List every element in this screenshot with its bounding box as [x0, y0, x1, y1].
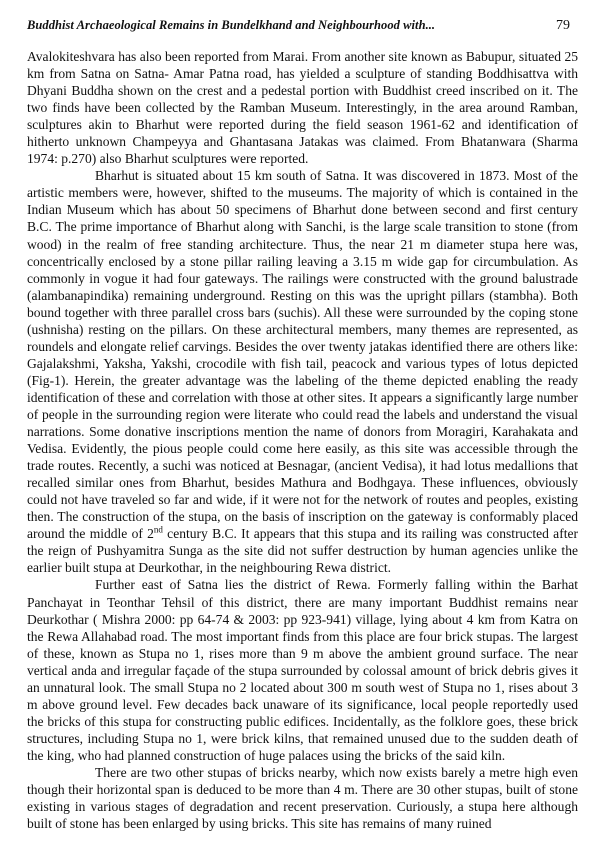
body-text — [27, 48, 578, 832]
paragraph-marai-babupur: Avalokiteshvara has also been reported from Marai. From another site known as Babupur, situated 25 km from Satna on Satna- Amar Patna road, has yielded a sculpture of standing Boddhisattva with Dhyani Buddha shown on the crest and a pedestal portion with Buddhist creed inscribed on it. The two finds have been collected by the Ramban Museum. Interestingly, in the area around Ramban, sculptures akin to Bharhut were reported during the field season 1961-62 and identification of hitherto unknown Champeyya and Ghantasana Jatakas was claimed. From Bhatanwara (Sharma 1974: p.270) also Bharhut sculptures were reported. — [27, 49, 578, 167]
page-header — [27, 18, 578, 36]
running-title: Buddhist Archaeological Remains in Bundelkhand and Neighbourhood with... — [27, 18, 436, 32]
paragraph-bharhut — [27, 167, 578, 576]
ordinal-superscript: nd — [153, 524, 163, 535]
paragraph-other-stupas: There are two other stupas of bricks nearby, which now exists barely a metre high even though their horizontal span is deduced to be more than 4 m. There are 30 other stupas, built of stone existing in various stages of degradation and recent preservation. Curiously, a stupa here although built of stone has been enlarged by using bricks. This site has remains of many ruined — [27, 764, 578, 832]
paragraph-rewa-deurkothar: Further east of Satna lies the district of Rewa. Formerly falling within the Barhat Panchayat in Teonthar Tehsil of this district, there are many important Buddhist remains near Deurkothar ( Mishra 2000: pp 64-74 & 2003: pp 923-941) village, lying about 4 km from Katra on the Rewa Allahabad road. The most important finds from this place are four brick stupas. The largest of these, known as Stupa no 1, rises more than 9 m above the ambient ground surface. The near vertical anda and irregular façade of the stupa surrounded by colossal amount of brick debris gives it an unnatural look. The small Stupa no 2 located about 300 m south west of Stupa no 1, rises about 3 m above ground level. Few decades back unaware of its significance, local people reportedly used the bricks of this stupa for constructing public edifices. Incidentally, as the folklore goes, these brick structures, including Stupa no 1, were brick kilns, that remained unused due to the sudden death of the king, who had planned construction of huge palaces using the bricks of the said kiln. — [27, 577, 578, 763]
paragraph-bharhut-text: Bharhut is situated about 15 km south of Satna. It was discovered in 1873. Most of the artistic members were, however, shifted to the museums. The majority of which is contained in the Indian Museum which has about 50 specimens of Bharhut done between second and first century B.C. The prime importance of Bharhut along with Sanchi, is the large scale transition to stone (from wood) in the realm of free standing architecture. Thus, the near 21 m diameter stupa here was, concentrically enclosed by a stone pillar railing leaving a 3.15 m wide gap for circumbulation. As commonly in vogue it had four gateways. The railings were constructed with the ground balustrade (alambanapindika) remaining underground. Resting on this was the upright pillars (stambha). Both bound together with three parallel cross bars (suchis). All these were surrounded by the coping stone (ushnisha) resting on the pillars. On these architectural members, many themes are represented, as roundels and elongate relief carvings. Besides the over twenty jatakas identified there are others like: Gajalakshmi, Yaksha, Yakshi, crocodile with fish tail, peacock and various types of lotus depicted (Fig-1). Herein, the greater advantage was the labeling of the theme depicted enabling the ready identification of these and correlation with those at other sites. It appears a significantly large number of people in the surrounding region were literate who could read the labels and understand the visual narrations. Some donative inscriptions mention the name of donors from Moragiri, Karahakata and Vedisa. Evidently, the pious people could come here easily, as this site was accessible through the trade routes. Recently, a suchi was noticed at Besnagar, (ancient Vedisa), it had lotus medallions that recalled similar ones from Bharhut, besides Mathura and Bodhgaya. These influences, obviously could not have traveled so far and wide, if it were not for the network of routes and peoples, existing then. The construction of the stupa, on the basis of inscription on the gateway is conformably placed around the middle of 2 — [27, 168, 578, 542]
page-number: 79 — [556, 18, 570, 33]
paragraph-bharhut-text-continued: century B.C. It appears that this stupa and its railing was constructed after the reign of Pushyamitra Sunga as the site did not suffer destruction by human agencies unlike the earlier built stupa at Deurkothar, in the neighbouring Rewa district. — [27, 526, 578, 576]
